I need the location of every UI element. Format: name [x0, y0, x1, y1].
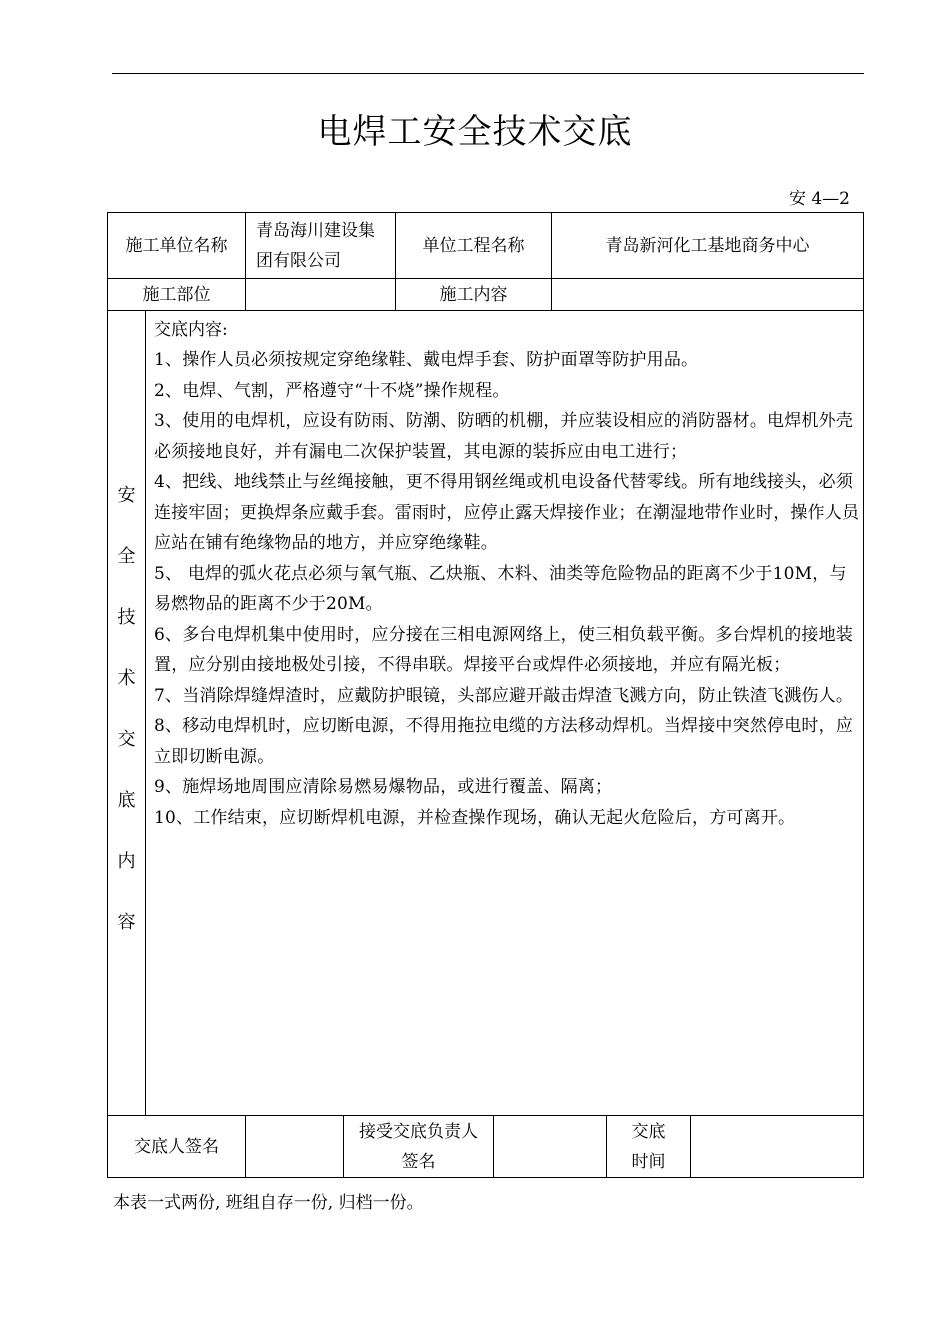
briefer-signature-value[interactable]: [246, 1116, 344, 1178]
construction-content-value[interactable]: [552, 279, 864, 311]
document-code: 安 4—2: [788, 189, 850, 209]
briefing-item: 7、当消除焊缝焊渣时，应戴防护眼镜，头部应避开敲击焊渣飞溅方向，防止铁渣飞溅伤人。: [154, 685, 854, 706]
briefing-item: 8、移动电焊机时，应切断电源，不得用拖拉电缆的方法移动焊机。当焊接中突然停电时，应立即切断电源。: [154, 716, 854, 767]
briefing-item: 2、电焊、气割，严格遵守“十不烧”操作规程。: [154, 380, 510, 401]
side-label-char: 容: [117, 912, 136, 933]
briefing-content: [146, 311, 864, 1116]
briefing-time-label: 交底时间: [607, 1116, 691, 1178]
briefing-side-label: [108, 311, 146, 1116]
project-name-value: 青岛新河化工基地商务中心: [552, 213, 864, 279]
briefing-item: 1、操作人员必须按规定穿绝缘鞋、戴电焊手套、防护面罩等防护用品。: [154, 350, 699, 370]
briefer-signature-label: 交底人签名: [108, 1116, 246, 1178]
construction-unit-label: 施工单位名称: [108, 213, 246, 279]
briefing-content-row: [108, 311, 864, 1116]
footer-note: 本表一式两份, 班组自存一份, 归档一份。: [113, 1193, 424, 1213]
briefing-item: 10、工作结束，应切断焊机电源，并检查操作现场，确认无起火危险后，方可离开。: [154, 807, 796, 828]
top-rule: [112, 73, 864, 74]
construction-part-row: [108, 279, 864, 311]
briefing-item: 9、施焊场地周围应清除易燃易爆物品，或进行覆盖、隔离；: [154, 777, 613, 797]
side-label-char: 底: [117, 790, 136, 811]
side-label-char: 技: [117, 607, 136, 628]
side-label-char: 全: [117, 546, 136, 567]
side-label-char: 内: [117, 851, 136, 872]
side-label-char: 术: [117, 668, 136, 689]
receiver-signature-label: 接受交底负责人签名: [344, 1116, 494, 1178]
side-label-char: 安: [117, 485, 136, 506]
signature-row: [108, 1116, 864, 1178]
project-name-label: 单位工程名称: [396, 213, 552, 279]
construction-unit-value: 青岛海川建设集团有限公司: [246, 213, 396, 279]
briefing-item: 6、多台电焊机集中使用时，应分接在三相电源网络上，使三相负载平衡。多台焊机的接地装置，应分别由接地极处引接，不得串联。焊接平台或焊件必须接地，并应有隔光板；: [154, 624, 854, 675]
construction-unit-row: [108, 213, 864, 279]
receiver-signature-value[interactable]: [494, 1116, 607, 1178]
briefing-form-table: [107, 212, 864, 1178]
construction-part-value[interactable]: [246, 279, 396, 311]
document-title: 电焊工安全技术交底: [317, 112, 633, 152]
briefing-intro: 交底内容:: [154, 320, 228, 340]
briefing-item: 5、 电焊的弧火花点必须与氧气瓶、乙炔瓶、木料、油类等危险物品的距离不少于10M，与易燃物品的距离不少于20M。: [154, 563, 847, 614]
briefing-time-value[interactable]: [691, 1116, 864, 1178]
construction-part-label: 施工部位: [108, 279, 246, 311]
briefing-item: 3、使用的电焊机，应设有防雨、防潮、防晒的机棚，并应装设相应的消防器材。电焊机外壳必须接地良好，并有漏电二次保护装置，其电源的装拆应由电工进行；: [154, 411, 854, 462]
briefing-item: 4、把线、地线禁止与丝绳接触，更不得用钢丝绳或机电设备代替零线。所有地线接头，必须连接牢固；更换焊条应戴手套。雷雨时，应停止露天焊接作业；在潮湿地带作业时，操作人员应站在铺有绝缘物品的地方，并应穿绝缘鞋。: [154, 472, 860, 553]
construction-content-label: 施工内容: [396, 279, 552, 311]
side-label-char: 交: [117, 729, 136, 750]
